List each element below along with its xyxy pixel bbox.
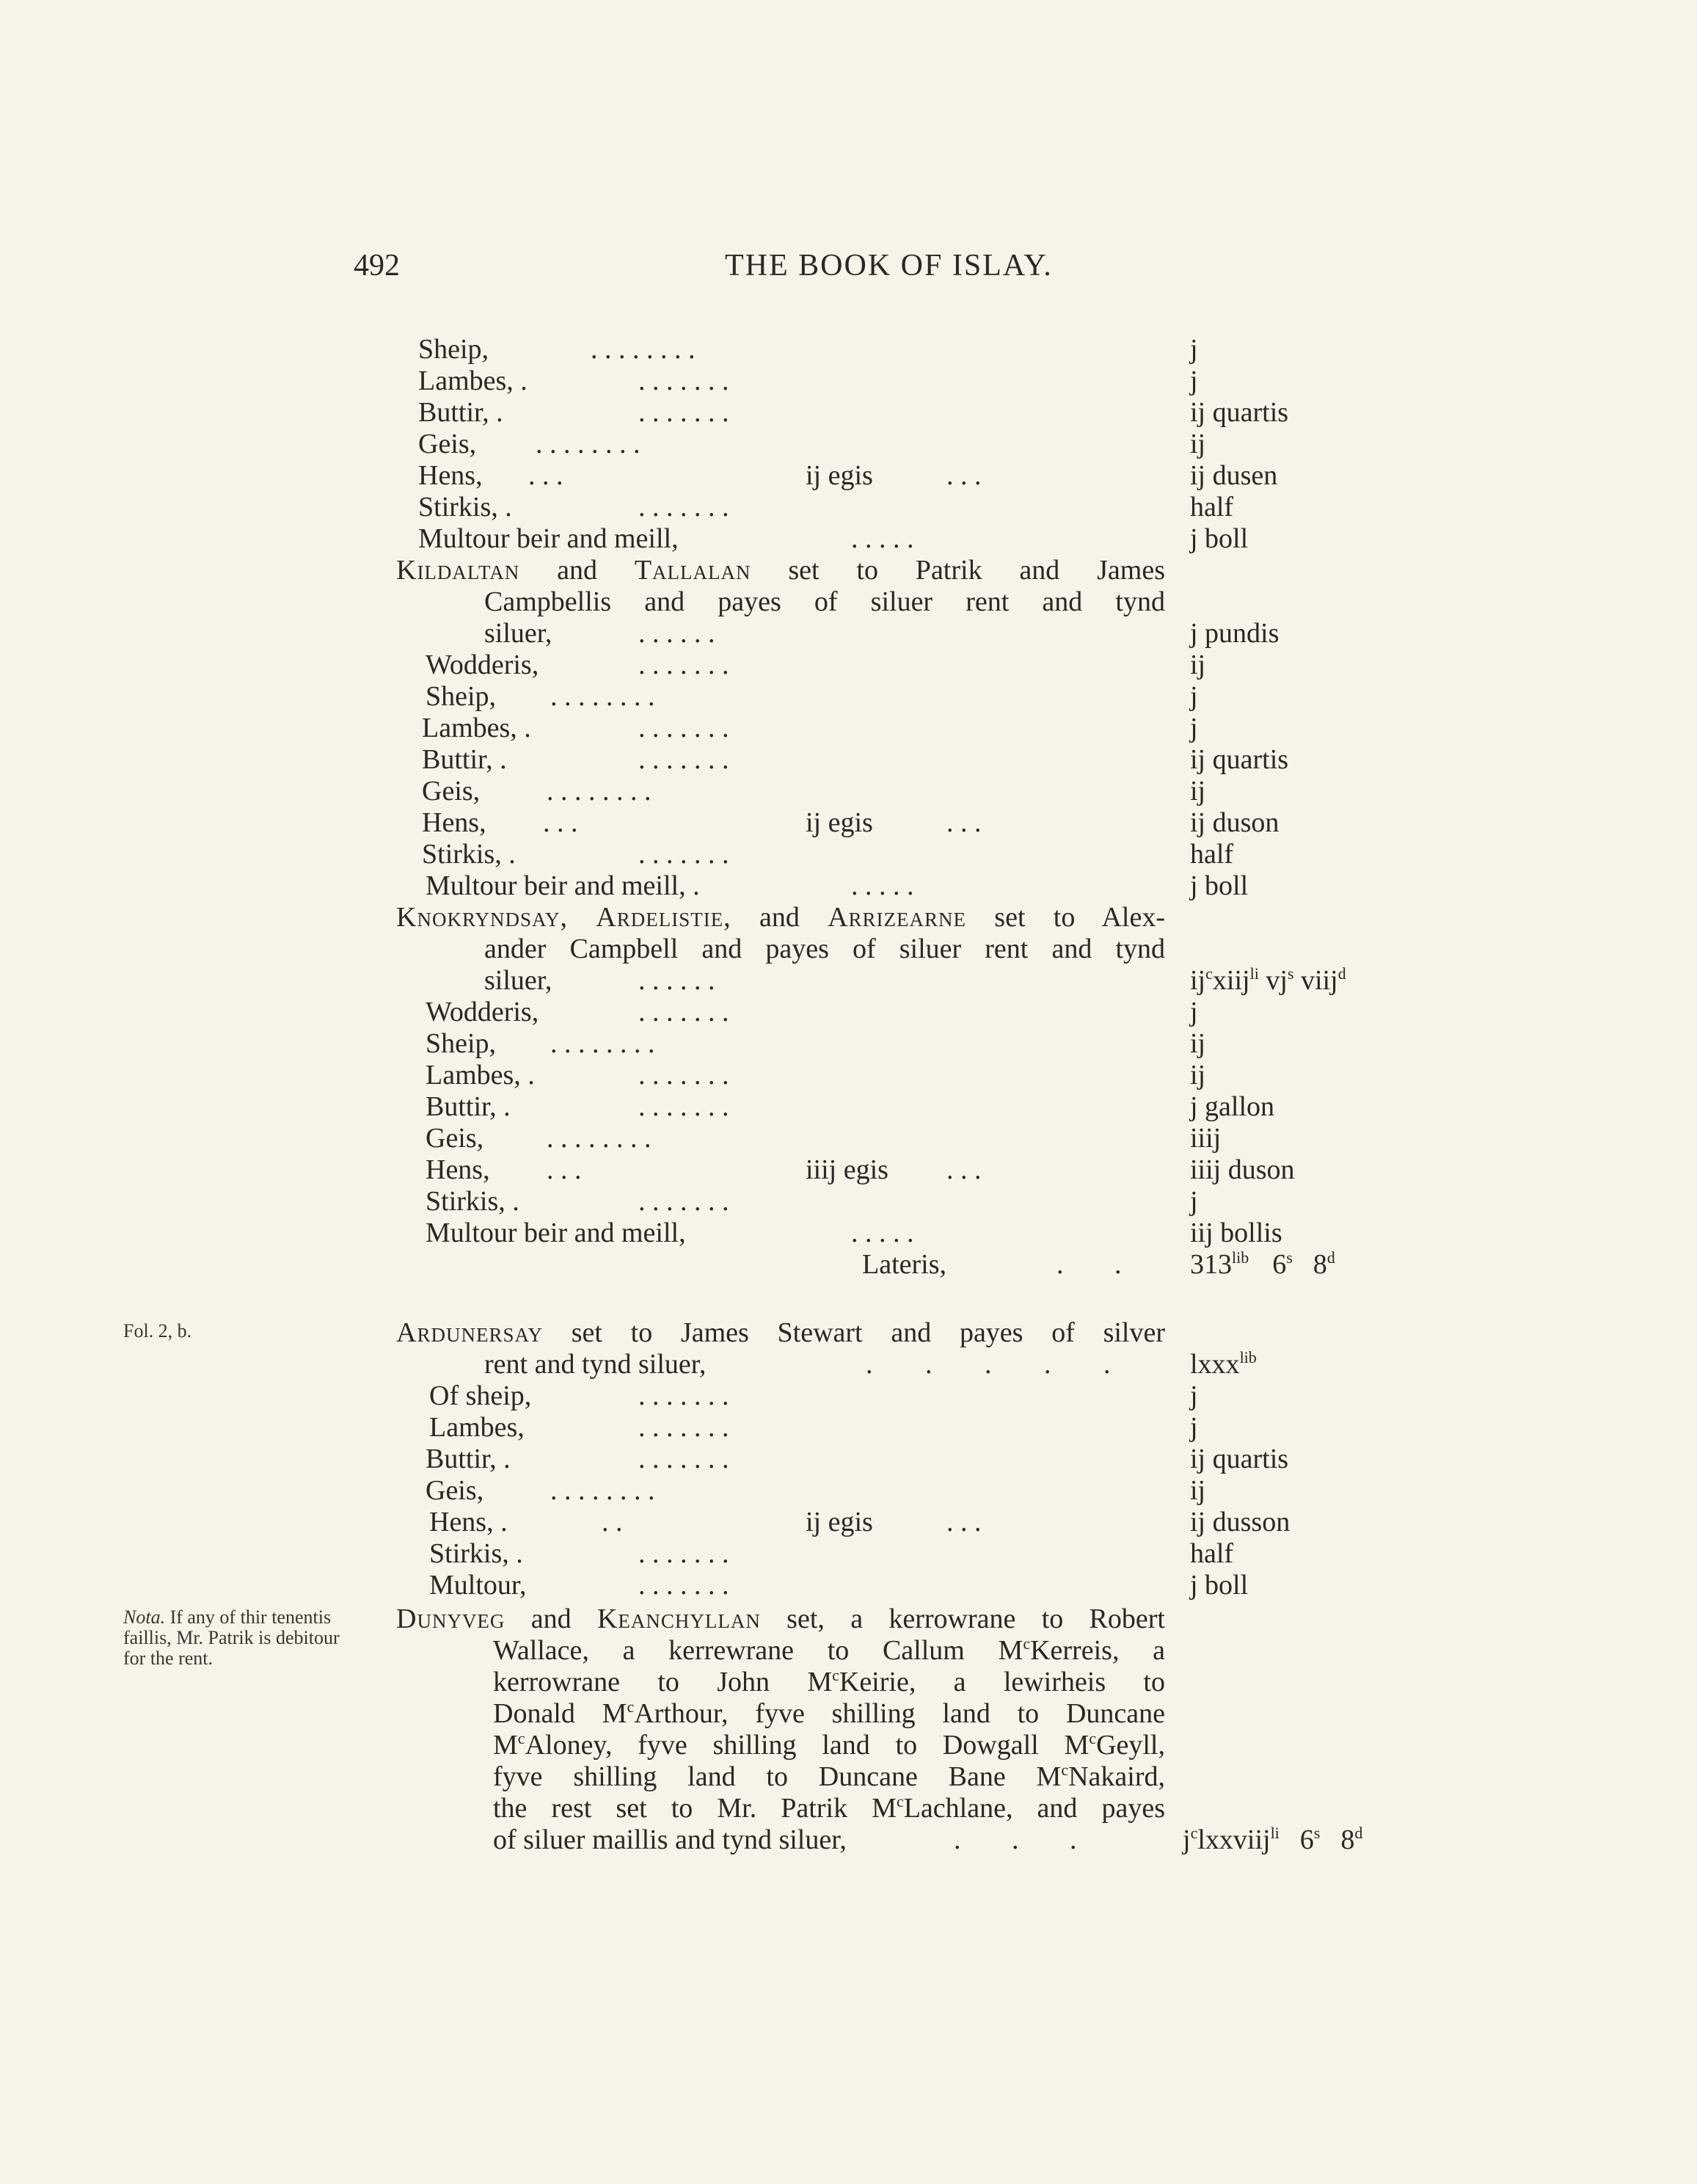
entry-line <box>0 1698 1697 1730</box>
leader-dots: . . . . . . . <box>638 1380 729 1411</box>
leader-dots: . . . . . . . <box>638 1091 729 1122</box>
item-amount: j <box>1190 365 1198 396</box>
running-head: THE BOOK OF ISLAY. <box>725 249 1053 283</box>
item-amount: j <box>1190 1380 1198 1411</box>
item-amount: j <box>1190 334 1198 365</box>
amount-sup: li <box>1270 1824 1280 1842</box>
item-label: Hens, <box>418 460 483 491</box>
leader-dots: . . . . . <box>851 523 914 554</box>
item-amount: ij dusen <box>1190 460 1278 491</box>
leader-dots: . . . . . . . <box>638 1444 729 1474</box>
leader-dots: . . . . . . . <box>638 1570 729 1601</box>
item-amount: j pundis <box>1190 618 1280 649</box>
margin-folio: Fol. 2, b. <box>123 1320 192 1342</box>
item-label: Geis, <box>422 776 481 807</box>
item-amount: j <box>1190 1186 1198 1217</box>
rent-line <box>0 1217 1697 1249</box>
item-amount: j <box>1190 681 1198 712</box>
leader-dots: . . . . . . . <box>638 1060 729 1091</box>
amount-sup: lib <box>1239 1348 1257 1366</box>
rent-line <box>0 334 1697 365</box>
leader-dots: . . . . . . . . <box>550 1475 655 1506</box>
entry-text: set to James Stewart and payes of silver <box>571 1317 1165 1348</box>
entry-line <box>0 1793 1697 1824</box>
item-label: Wodderis, <box>426 997 539 1027</box>
item-label: Geis, <box>418 429 477 459</box>
rent-line <box>0 776 1697 807</box>
item-amount: ij duson <box>1190 807 1280 838</box>
amount-sup: c <box>1205 964 1213 983</box>
entry-heading <box>396 902 1165 933</box>
rent-line <box>0 1444 1697 1475</box>
leader-dots: . . . <box>946 1154 982 1185</box>
page-number: 492 <box>354 249 400 283</box>
lateris-label: Lateris, <box>862 1249 947 1280</box>
rent-line <box>0 1060 1697 1091</box>
amount-sup: s <box>1287 964 1294 983</box>
amount-part: 313 <box>1190 1249 1232 1280</box>
amount-sup: lib <box>1232 1248 1249 1267</box>
item-amount: ij <box>1190 649 1206 680</box>
entry-line <box>0 555 1697 586</box>
item-amount: j boll <box>1190 523 1249 554</box>
rent-line <box>0 870 1697 902</box>
item-label: Geis, <box>426 1123 484 1154</box>
rent-line <box>0 523 1697 555</box>
item-label: Of sheip, <box>429 1380 532 1411</box>
amount-sup: d <box>1354 1824 1363 1842</box>
item-amount: j boll <box>1190 870 1249 901</box>
item-amount: half <box>1190 1538 1234 1569</box>
rent-line <box>0 460 1697 492</box>
amount-sup: s <box>1313 1824 1321 1842</box>
entry-text: siluer, <box>484 965 552 996</box>
entry-text: rent and tynd siluer, <box>484 1349 707 1380</box>
item-amount: ij <box>1190 1028 1206 1059</box>
amount-part: 8 <box>1313 1249 1327 1280</box>
entry-line <box>0 1667 1697 1698</box>
leader-dots: . . . . . . . <box>638 397 729 428</box>
amount-sup: d <box>1326 1248 1335 1267</box>
place-name: Arrizearne <box>828 902 967 933</box>
item-amount: j <box>1190 1412 1198 1443</box>
rent-line <box>0 429 1697 460</box>
rent-line <box>0 1412 1697 1444</box>
leader-dots: . . . . . . . <box>638 997 729 1027</box>
item-label: Lambes, . <box>426 1060 535 1091</box>
item-label: Multour beir and meill, <box>418 523 679 554</box>
leader-dots: . . . . . . . . <box>536 429 641 459</box>
item-amount: j <box>1190 997 1198 1027</box>
entry-line <box>0 1730 1697 1761</box>
amount-part: xiij <box>1212 965 1250 996</box>
rent-line <box>0 1028 1697 1060</box>
place-name: Keanchyllan <box>596 1604 761 1634</box>
entry-text: Wallace, a kerrewrane to Callum $M^cKerreis$, a <box>493 1634 1165 1666</box>
rent-line <box>0 1380 1697 1412</box>
leader-dots: . . . <box>528 460 563 491</box>
item-amount: half <box>1190 492 1234 523</box>
leader-dots: . . . . . . . <box>638 1412 729 1443</box>
leader-dots: . . . <box>946 460 982 491</box>
leader-dots: . . . . . <box>851 1217 914 1248</box>
item-amount: half <box>1190 839 1234 870</box>
leader-dots: . . . . . . . <box>638 713 729 743</box>
item-amount: ij <box>1190 1060 1206 1091</box>
item-amount <box>1190 1349 1257 1380</box>
leader-dots: . . . . . . . <box>638 492 729 523</box>
item-amount: iiij <box>1190 1123 1222 1154</box>
item-amount: ij quartis <box>1190 1444 1289 1474</box>
leader-dots: . . . <box>946 1507 982 1537</box>
entry-line <box>0 1635 1697 1667</box>
leader-dots: . . . . . . . . <box>591 334 696 365</box>
item-label: Sheip, <box>426 1028 497 1059</box>
rent-line <box>0 1186 1697 1217</box>
leader-dots: . . . . . . . . <box>547 776 652 807</box>
amount-part: 6 <box>1272 1249 1287 1280</box>
entry-text: ander Campbell and payes of siluer rent and tynd <box>484 933 1165 964</box>
amount-part: vj <box>1258 965 1288 996</box>
amount-sup: li <box>1249 964 1259 983</box>
leader-dots: . . . <box>946 807 982 838</box>
place-name: Kildaltan <box>396 555 520 586</box>
place-name: Knokryndsay, <box>396 902 568 933</box>
item-label: Stirkis, . <box>422 839 516 870</box>
leader-dots: . . . <box>543 807 578 838</box>
leader-dots: . . . . . . . . <box>550 1028 655 1059</box>
page-header <box>0 248 1697 292</box>
item-middle: ij egis <box>806 1507 873 1537</box>
amount-sup: c <box>1190 1824 1198 1842</box>
amount-part: ij <box>1190 965 1206 996</box>
entry-text: kerrowrane to John $M^cKeirie$, a lewirheis to <box>493 1666 1165 1697</box>
item-label: Wodderis, <box>426 649 539 680</box>
leader-dots: . . . . . . . <box>638 744 729 775</box>
entry-text: of siluer maillis and tynd siluer, <box>493 1824 847 1855</box>
item-middle: ij egis <box>806 807 873 838</box>
amount-part: lxxx <box>1190 1349 1240 1380</box>
item-amount: iiij duson <box>1190 1154 1295 1185</box>
leader-dots: . . . . . . . <box>638 365 729 396</box>
item-label: Multour beir and meill, . <box>426 870 700 901</box>
entry-heading <box>396 1604 1165 1635</box>
entry-line <box>0 1761 1697 1793</box>
item-label: Buttir, . <box>426 1444 511 1474</box>
rent-line <box>0 1123 1697 1154</box>
place-name: Ardunersay <box>396 1317 543 1348</box>
leader-dots: . . . <box>954 1824 1077 1855</box>
rent-line <box>0 713 1697 744</box>
amount-sup: s <box>1286 1248 1293 1267</box>
entry-text: fyve shilling land to Duncane Bane $M^cNakaird$, <box>493 1761 1165 1792</box>
rent-line <box>0 1091 1697 1123</box>
item-label: Geis, <box>426 1475 484 1506</box>
entry-text: the rest set to Mr. Patrik $M^cLachlane$, and payes <box>493 1792 1165 1824</box>
entry-line <box>0 902 1697 933</box>
rent-line <box>0 365 1697 397</box>
item-label: Hens, <box>426 1154 490 1185</box>
item-label: Multour, <box>429 1570 527 1601</box>
leader-dots: . . <box>1056 1249 1122 1280</box>
item-amount: ij quartis <box>1190 397 1289 428</box>
item-label: Buttir, . <box>418 397 503 428</box>
nota-label: Nota. <box>123 1606 166 1628</box>
item-label: Sheip, <box>418 334 489 365</box>
entry-heading <box>396 555 1165 586</box>
place-name: Ardelistie, <box>596 902 731 933</box>
rent-line <box>0 839 1697 870</box>
item-amount: ij dusson <box>1190 1507 1291 1537</box>
item-label: Sheip, <box>426 681 497 712</box>
item-amount: ij <box>1190 429 1206 459</box>
amount-part: j <box>1183 1824 1191 1855</box>
place-name: Dunyveg <box>396 1604 506 1634</box>
rent-line <box>0 807 1697 839</box>
leader-dots: . . . . . <box>851 870 914 901</box>
item-label: Multour beir and meill, <box>426 1217 686 1248</box>
rent-line <box>0 1507 1697 1538</box>
rent-line <box>0 1570 1697 1601</box>
lateris-amount <box>1190 1249 1335 1281</box>
amount-part: 8 <box>1340 1824 1355 1855</box>
amount-sup: d <box>1337 964 1346 983</box>
amount-part: viij <box>1293 965 1338 996</box>
item-amount <box>1190 965 1346 997</box>
leader-dots: . . . <box>547 1154 582 1185</box>
item-label: Lambes, . <box>422 713 531 743</box>
item-amount: j <box>1190 713 1198 743</box>
rent-line <box>0 1154 1697 1186</box>
entry-text: set to Patrik and James <box>788 555 1165 586</box>
entry-line <box>0 1317 1697 1349</box>
item-amount: ij quartis <box>1190 744 1289 775</box>
leader-dots: . . . . . . . . <box>550 681 655 712</box>
item-amount: ij <box>1190 776 1206 807</box>
entry-text: siluer, <box>484 618 552 649</box>
rent-line <box>0 1475 1697 1507</box>
item-label: Buttir, . <box>426 1091 511 1122</box>
item-label: Stirkis, . <box>429 1538 523 1569</box>
entry-heading <box>396 1317 1165 1349</box>
item-label: Hens, . <box>429 1507 508 1537</box>
rent-line <box>0 1538 1697 1570</box>
conjunction: and <box>530 1604 572 1634</box>
item-label: Hens, <box>422 807 486 838</box>
entry-line <box>0 586 1697 618</box>
item-label: Lambes, . <box>418 365 528 396</box>
entry-line <box>0 1349 1697 1380</box>
item-label: Stirkis, . <box>418 492 512 523</box>
item-amount <box>1183 1824 1362 1856</box>
leader-dots: . . . . . . . <box>638 1186 729 1217</box>
item-amount: iij bollis <box>1190 1217 1282 1248</box>
entry-line <box>0 618 1697 649</box>
entry-text: set, a kerrowrane to Robert <box>787 1604 1165 1634</box>
nota-text: If any of thir tenentis faillis, Mr. Patrik is debitour for the rent. <box>123 1606 340 1669</box>
place-name: Tallalan <box>634 555 751 586</box>
leader-dots: . . . . . <box>866 1349 1111 1380</box>
leader-dots: . . . . . . . . <box>547 1123 652 1154</box>
rent-line <box>0 681 1697 713</box>
entry-text: $M^cAloney$, fyve shilling land to Dowgall $M^cGeyll$, <box>493 1729 1165 1761</box>
item-label: Lambes, <box>429 1412 525 1443</box>
entry-line <box>0 1604 1697 1635</box>
conjunction: and <box>557 555 597 586</box>
lateris-line <box>0 1249 1697 1281</box>
rent-line <box>0 649 1697 681</box>
leader-dots: . . . . . . . <box>638 1538 729 1569</box>
rent-line <box>0 744 1697 776</box>
item-middle: iiij egis <box>806 1154 888 1185</box>
item-amount: j gallon <box>1190 1091 1275 1122</box>
entry-line <box>0 1824 1697 1856</box>
entry-line <box>0 965 1697 997</box>
leader-dots: . . . . . . . <box>638 839 729 870</box>
amount-part: 6 <box>1299 1824 1314 1855</box>
item-label: Stirkis, . <box>426 1186 519 1217</box>
entry-text: set to Alex- <box>994 902 1166 933</box>
item-label: Buttir, . <box>422 744 507 775</box>
leader-dots: . . . . . . <box>638 618 715 649</box>
item-middle: ij egis <box>806 460 873 491</box>
leader-dots: . . . . . . <box>638 965 715 996</box>
entry-text: Campbellis and payes of siluer rent and tynd <box>484 586 1165 617</box>
leader-dots: . . . . . . . <box>638 649 729 680</box>
rent-line <box>0 397 1697 429</box>
rent-line <box>0 492 1697 523</box>
entry-text: Donald $M^cArthour$, fyve shilling land to Duncane <box>493 1697 1165 1729</box>
rent-line <box>0 997 1697 1028</box>
amount-part: lxxviij <box>1197 1824 1271 1855</box>
leader-dots: . . <box>602 1507 623 1537</box>
conjunction: and <box>759 902 800 933</box>
item-amount: ij <box>1190 1475 1206 1506</box>
entry-line <box>0 933 1697 965</box>
item-amount: j boll <box>1190 1570 1249 1601</box>
